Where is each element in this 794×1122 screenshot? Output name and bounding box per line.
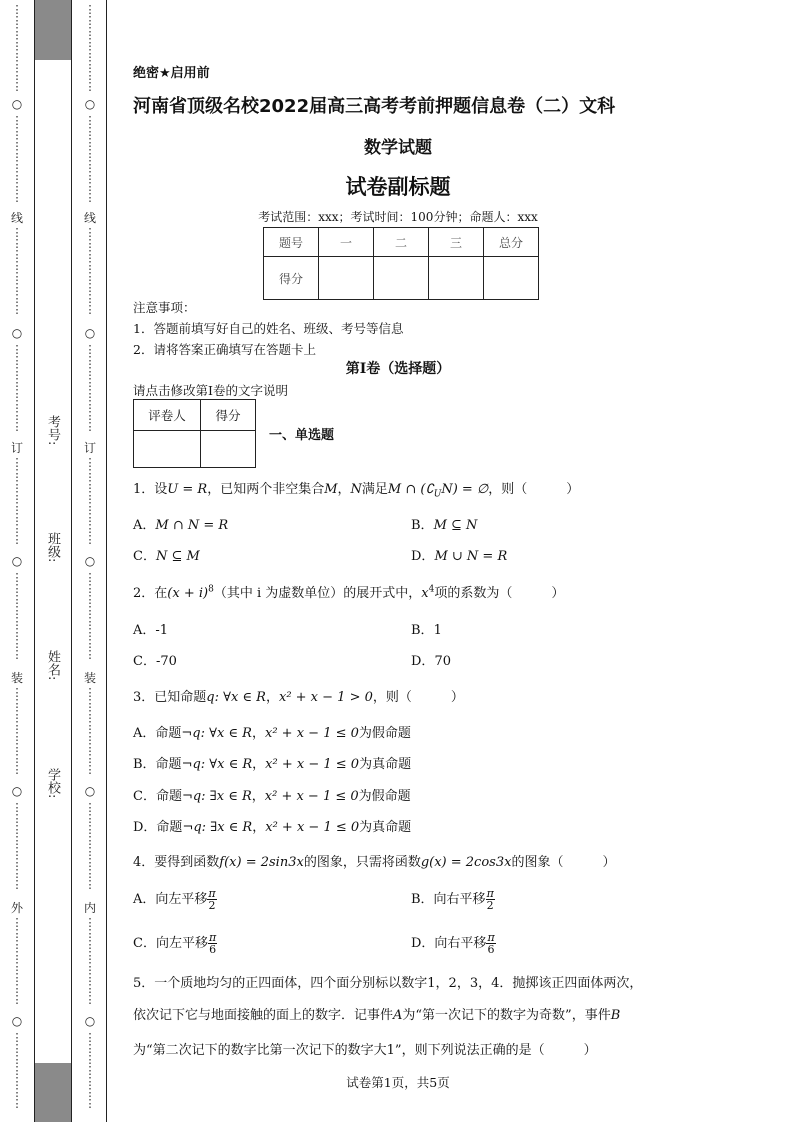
outer-mark: ○ [11, 326, 23, 340]
fraction-denominator: 6 [209, 943, 217, 956]
text: 的图象，只需将函数 [303, 855, 421, 870]
math: ¬q: ∀x ∈ R [181, 726, 252, 741]
inner-dots: ⋮ ⋮ ⋮ ⋮ ⋮ ⋮ ⋮ [84, 1031, 96, 1110]
option-label: C． [133, 654, 156, 669]
text: ，则（ ） [372, 690, 464, 705]
option-label: C．命题 [133, 789, 182, 804]
score-header: 三 [429, 228, 484, 257]
math: N) = ∅ [441, 482, 489, 497]
outer-dots: ⋮ ⋮ ⋮ ⋮ ⋮ ⋮ ⋮ ⋮ [11, 226, 23, 316]
subject-title: 数学试题 [364, 138, 432, 158]
outer-dots: ⋮ ⋮ ⋮ ⋮ ⋮ ⋮ ⋮ [11, 1031, 23, 1110]
option-label: B． [411, 623, 434, 638]
sidebar-border-line [71, 0, 72, 1122]
page-footer: 试卷第1页，共5页 [346, 1075, 450, 1090]
math: x [421, 586, 429, 601]
outer-mark: ○ [11, 784, 23, 798]
part1-title: 第I卷（选择题） [345, 361, 451, 377]
notes-item: 2．请将答案正确填写在答题卡上 [133, 342, 316, 357]
text: ， [265, 690, 279, 705]
option-text: -1 [155, 623, 169, 638]
question-3-option-b[interactable] [133, 753, 411, 772]
inner-dots: ⋮ ⋮ ⋮ ⋮ ⋮ ⋮ ⋮ ⋮ [84, 571, 96, 661]
outer-mark: ○ [11, 554, 23, 568]
question-3-option-a[interactable] [133, 722, 411, 741]
sidebar-gray-block-bottom [35, 1063, 71, 1122]
text: 2．在 [133, 586, 168, 601]
exam-subtitle: 试卷副标题 [345, 175, 451, 199]
grader-header: 得分 [201, 400, 256, 431]
math: g(x) = 2cos3x [420, 855, 512, 870]
text: 的图象（ ） [511, 855, 616, 870]
math: U [433, 489, 442, 500]
option-text: 1 [433, 623, 442, 638]
inner-mark: ○ [84, 554, 96, 568]
inner-dots: ⋮ ⋮ ⋮ ⋮ ⋮ ⋮ ⋮ ⋮ [84, 456, 96, 546]
exam-info: 考试范围：xxx；考试时间：100分钟；命题人：xxx [258, 210, 538, 224]
fraction-denominator: 2 [486, 899, 494, 912]
option-text: M ⊆ N [433, 518, 478, 533]
text: 依次记下它与地面接触的面上的数字．记事件 [133, 1008, 394, 1023]
option-text: M ∩ N = R [155, 518, 229, 533]
exam-title: 河南省顶级名校2022届高三高考考前押题信息卷（二）文科 [133, 96, 616, 117]
option-label: A．命题 [133, 726, 182, 741]
inner-dots: ⋮ ⋮ ⋮ ⋮ ⋮ ⋮ ⋮ ⋮ [84, 226, 96, 316]
inner-mark: ○ [84, 1014, 96, 1028]
option-label: D． [411, 549, 435, 564]
option-text: M ∪ N = R [434, 549, 508, 564]
option-text: N ⊆ M [155, 549, 200, 564]
option-label: D．命题 [133, 820, 183, 835]
math: ¬q: ∃x ∈ R [181, 789, 252, 804]
outer-mark: ○ [11, 1014, 23, 1028]
outer-mark: 线 [10, 211, 23, 225]
option-label: B．向右平移 [411, 892, 486, 907]
score-header: 总分 [484, 228, 539, 257]
student-id-field: 考号: [45, 415, 60, 446]
outer-mark: 订 [10, 441, 23, 455]
fraction [208, 932, 217, 955]
sidebar-border-line [106, 0, 107, 1122]
question-2-option-a[interactable] [133, 619, 168, 638]
notes-item: 1．答题前填写好自己的姓名、班级、考号等信息 [133, 321, 404, 336]
text: 为真命题 [359, 820, 412, 835]
fraction-numerator: π [487, 931, 495, 944]
grader-table [133, 399, 256, 468]
math: (x + i) [167, 586, 209, 601]
text: 为假命题 [358, 726, 411, 741]
text: （其中 i 为虚数单位）的展开式中， [213, 586, 422, 601]
text: 为假命题 [358, 789, 411, 804]
inner-mark: 装 [83, 671, 96, 685]
inner-mark: 线 [83, 211, 96, 225]
outer-dots: ⋮ ⋮ ⋮ ⋮ ⋮ ⋮ ⋮ ⋮ [11, 456, 23, 546]
question-1-option-b[interactable] [411, 514, 477, 533]
text: 3．已知命题 [133, 690, 207, 705]
math: x² + x − 1 ≤ 0 [265, 757, 360, 772]
math: N [350, 482, 362, 497]
option-label: D． [411, 654, 435, 669]
option-label: C．向左平移 [133, 936, 208, 951]
outer-dots: ⋮ ⋮ ⋮ ⋮ ⋮ ⋮ ⋮ ⋮ [11, 686, 23, 776]
question-4-option-d[interactable] [411, 932, 496, 955]
option-label: C． [133, 549, 156, 564]
notes [133, 297, 403, 360]
option-label: A． [133, 518, 156, 533]
math: M [324, 482, 338, 497]
text: ， [252, 820, 266, 835]
class-field: 班级: [45, 532, 60, 563]
option-text: 70 [434, 654, 451, 669]
name-field: 姓名: [45, 650, 60, 681]
grader-header: 评卷人 [134, 400, 201, 431]
grader-cell[interactable] [134, 431, 201, 468]
outer-dots: ⋮ ⋮ ⋮ ⋮ ⋮ ⋮ ⋮ ⋮ [11, 571, 23, 661]
question-4-option-a[interactable] [133, 888, 217, 911]
grader-cell[interactable] [201, 431, 256, 468]
math: x² + x − 1 ≤ 0 [265, 820, 360, 835]
question-3-option-d[interactable] [133, 816, 411, 835]
score-header: 一 [319, 228, 374, 257]
text: 4．要得到函数 [133, 855, 220, 870]
option-label: A． [133, 623, 156, 638]
option-label: A．向左平移 [133, 892, 208, 907]
text: ， [252, 757, 266, 772]
inner-mark: 内 [83, 901, 96, 915]
math: ¬q: ∃x ∈ R [182, 820, 253, 835]
question-1-option-a[interactable] [133, 514, 228, 533]
question-3-option-c[interactable] [133, 785, 411, 804]
question-3-stem [133, 686, 464, 705]
text: ，则（ ） [488, 482, 580, 497]
fraction-numerator: π [208, 887, 216, 900]
school-field: 学校: [45, 768, 60, 799]
score-cell[interactable] [429, 257, 484, 300]
section-title: 一、单选题 [269, 428, 335, 443]
option-label: B．命题 [133, 757, 182, 772]
option-text: -70 [155, 654, 177, 669]
math: x² + x − 1 ≤ 0 [265, 726, 359, 741]
question-4-stem [133, 851, 615, 870]
inner-mark: 订 [83, 441, 96, 455]
secret-label: 绝密★启用前 [133, 66, 210, 81]
text: ，已知两个非空集合 [207, 482, 325, 497]
inner-dots: ⋮ ⋮ ⋮ ⋮ ⋮ ⋮ ⋮ ⋮ [84, 916, 96, 1006]
part1-note: 请点击修改第I卷的文字说明 [133, 383, 288, 398]
score-cell[interactable] [319, 257, 374, 300]
question-4-option-b[interactable] [411, 888, 495, 911]
fraction [486, 888, 495, 911]
inner-dots: ⋮ ⋮ ⋮ ⋮ ⋮ ⋮ ⋮ ⋮ [84, 801, 96, 891]
question-2-stem [133, 582, 564, 601]
question-2-option-b[interactable] [411, 619, 442, 638]
math: x² + x − 1 ≤ 0 [264, 789, 359, 804]
text: ， [251, 789, 265, 804]
question-5-line-3: 为“第二次记下的数字比第一次记下的数字大1”，则下列说法正确的是（ ） [133, 1043, 597, 1058]
outer-mark: 装 [10, 671, 23, 685]
math: 8 [208, 584, 214, 595]
math: f(x) = 2sin3x [219, 855, 304, 870]
math: A [393, 1008, 403, 1023]
question-1-option-d[interactable] [411, 545, 507, 564]
score-header: 二 [374, 228, 429, 257]
question-1-option-c[interactable] [133, 545, 200, 564]
inner-dots: ⋮ ⋮ ⋮ ⋮ ⋮ ⋮ ⋮ ⋮ [84, 343, 96, 433]
inner-dots: ⋮ ⋮ ⋮ ⋮ ⋮ ⋮ ⋮ ⋮ [84, 686, 96, 776]
fraction-denominator: 2 [208, 899, 216, 912]
question-5-line-2 [133, 1004, 620, 1023]
math: 4 [428, 584, 435, 595]
binding-sidebar [0, 0, 108, 1122]
sidebar-border-line [34, 0, 35, 1122]
text: 为真命题 [359, 757, 412, 772]
question-4-option-c[interactable] [133, 932, 217, 955]
score-cell[interactable] [374, 257, 429, 300]
outer-dots: ⋮ ⋮ ⋮ ⋮ ⋮ ⋮ ⋮ ⋮ [11, 114, 23, 204]
text: ， [337, 482, 351, 497]
inner-dots: ⋮ ⋮ ⋮ ⋮ ⋮ ⋮ ⋮ ⋮ [84, 114, 96, 204]
sidebar-gray-block-top [35, 0, 71, 60]
score-table [263, 227, 539, 300]
inner-mark: ○ [84, 784, 96, 798]
question-2-option-d[interactable] [411, 650, 451, 669]
text: 为“第一次记下的数字为奇数”，事件 [402, 1008, 611, 1023]
outer-mark: 外 [10, 901, 23, 915]
notes-title: 注意事项： [133, 300, 196, 315]
text: 满足 [361, 482, 388, 497]
inner-dots: ⋮ ⋮ ⋮ ⋮ ⋮ ⋮ ⋮ ⋮ [84, 3, 96, 93]
question-1-stem [133, 478, 579, 500]
option-label: B． [411, 518, 434, 533]
math: x² + x − 1 > 0 [278, 690, 373, 705]
fraction-numerator: π [208, 931, 217, 944]
outer-dots: ⋮ ⋮ ⋮ ⋮ ⋮ ⋮ ⋮ ⋮ [11, 3, 23, 93]
math: U = R [167, 482, 208, 497]
score-cell[interactable] [484, 257, 539, 300]
text: ， [251, 726, 265, 741]
text: 1．设 [133, 482, 168, 497]
fraction-numerator: π [486, 887, 494, 900]
fraction-denominator: 6 [487, 943, 495, 956]
question-2-option-c[interactable] [133, 650, 177, 669]
score-row-label: 得分 [264, 257, 319, 300]
option-label: D．向右平移 [411, 936, 487, 951]
outer-mark: ○ [11, 97, 23, 111]
math: M ∩ (∁ [387, 482, 434, 497]
math: q: ∀x ∈ R [206, 690, 266, 705]
score-header: 题号 [264, 228, 319, 257]
text: 项的系数为（ ） [434, 586, 565, 601]
inner-mark: ○ [84, 326, 96, 340]
outer-dots: ⋮ ⋮ ⋮ ⋮ ⋮ ⋮ ⋮ ⋮ [11, 801, 23, 891]
outer-dots: ⋮ ⋮ ⋮ ⋮ ⋮ ⋮ ⋮ ⋮ [11, 343, 23, 433]
math: B [610, 1008, 621, 1023]
fraction [486, 932, 495, 955]
outer-dots: ⋮ ⋮ ⋮ ⋮ ⋮ ⋮ ⋮ ⋮ [11, 916, 23, 1006]
inner-mark: ○ [84, 97, 96, 111]
fraction [207, 888, 216, 911]
question-5-line-1: 5．一个质地均匀的正四面体，四个面分别标以数字1，2，3，4．抛掷该正四面体两次， [133, 976, 643, 991]
math: ¬q: ∀x ∈ R [181, 757, 253, 772]
